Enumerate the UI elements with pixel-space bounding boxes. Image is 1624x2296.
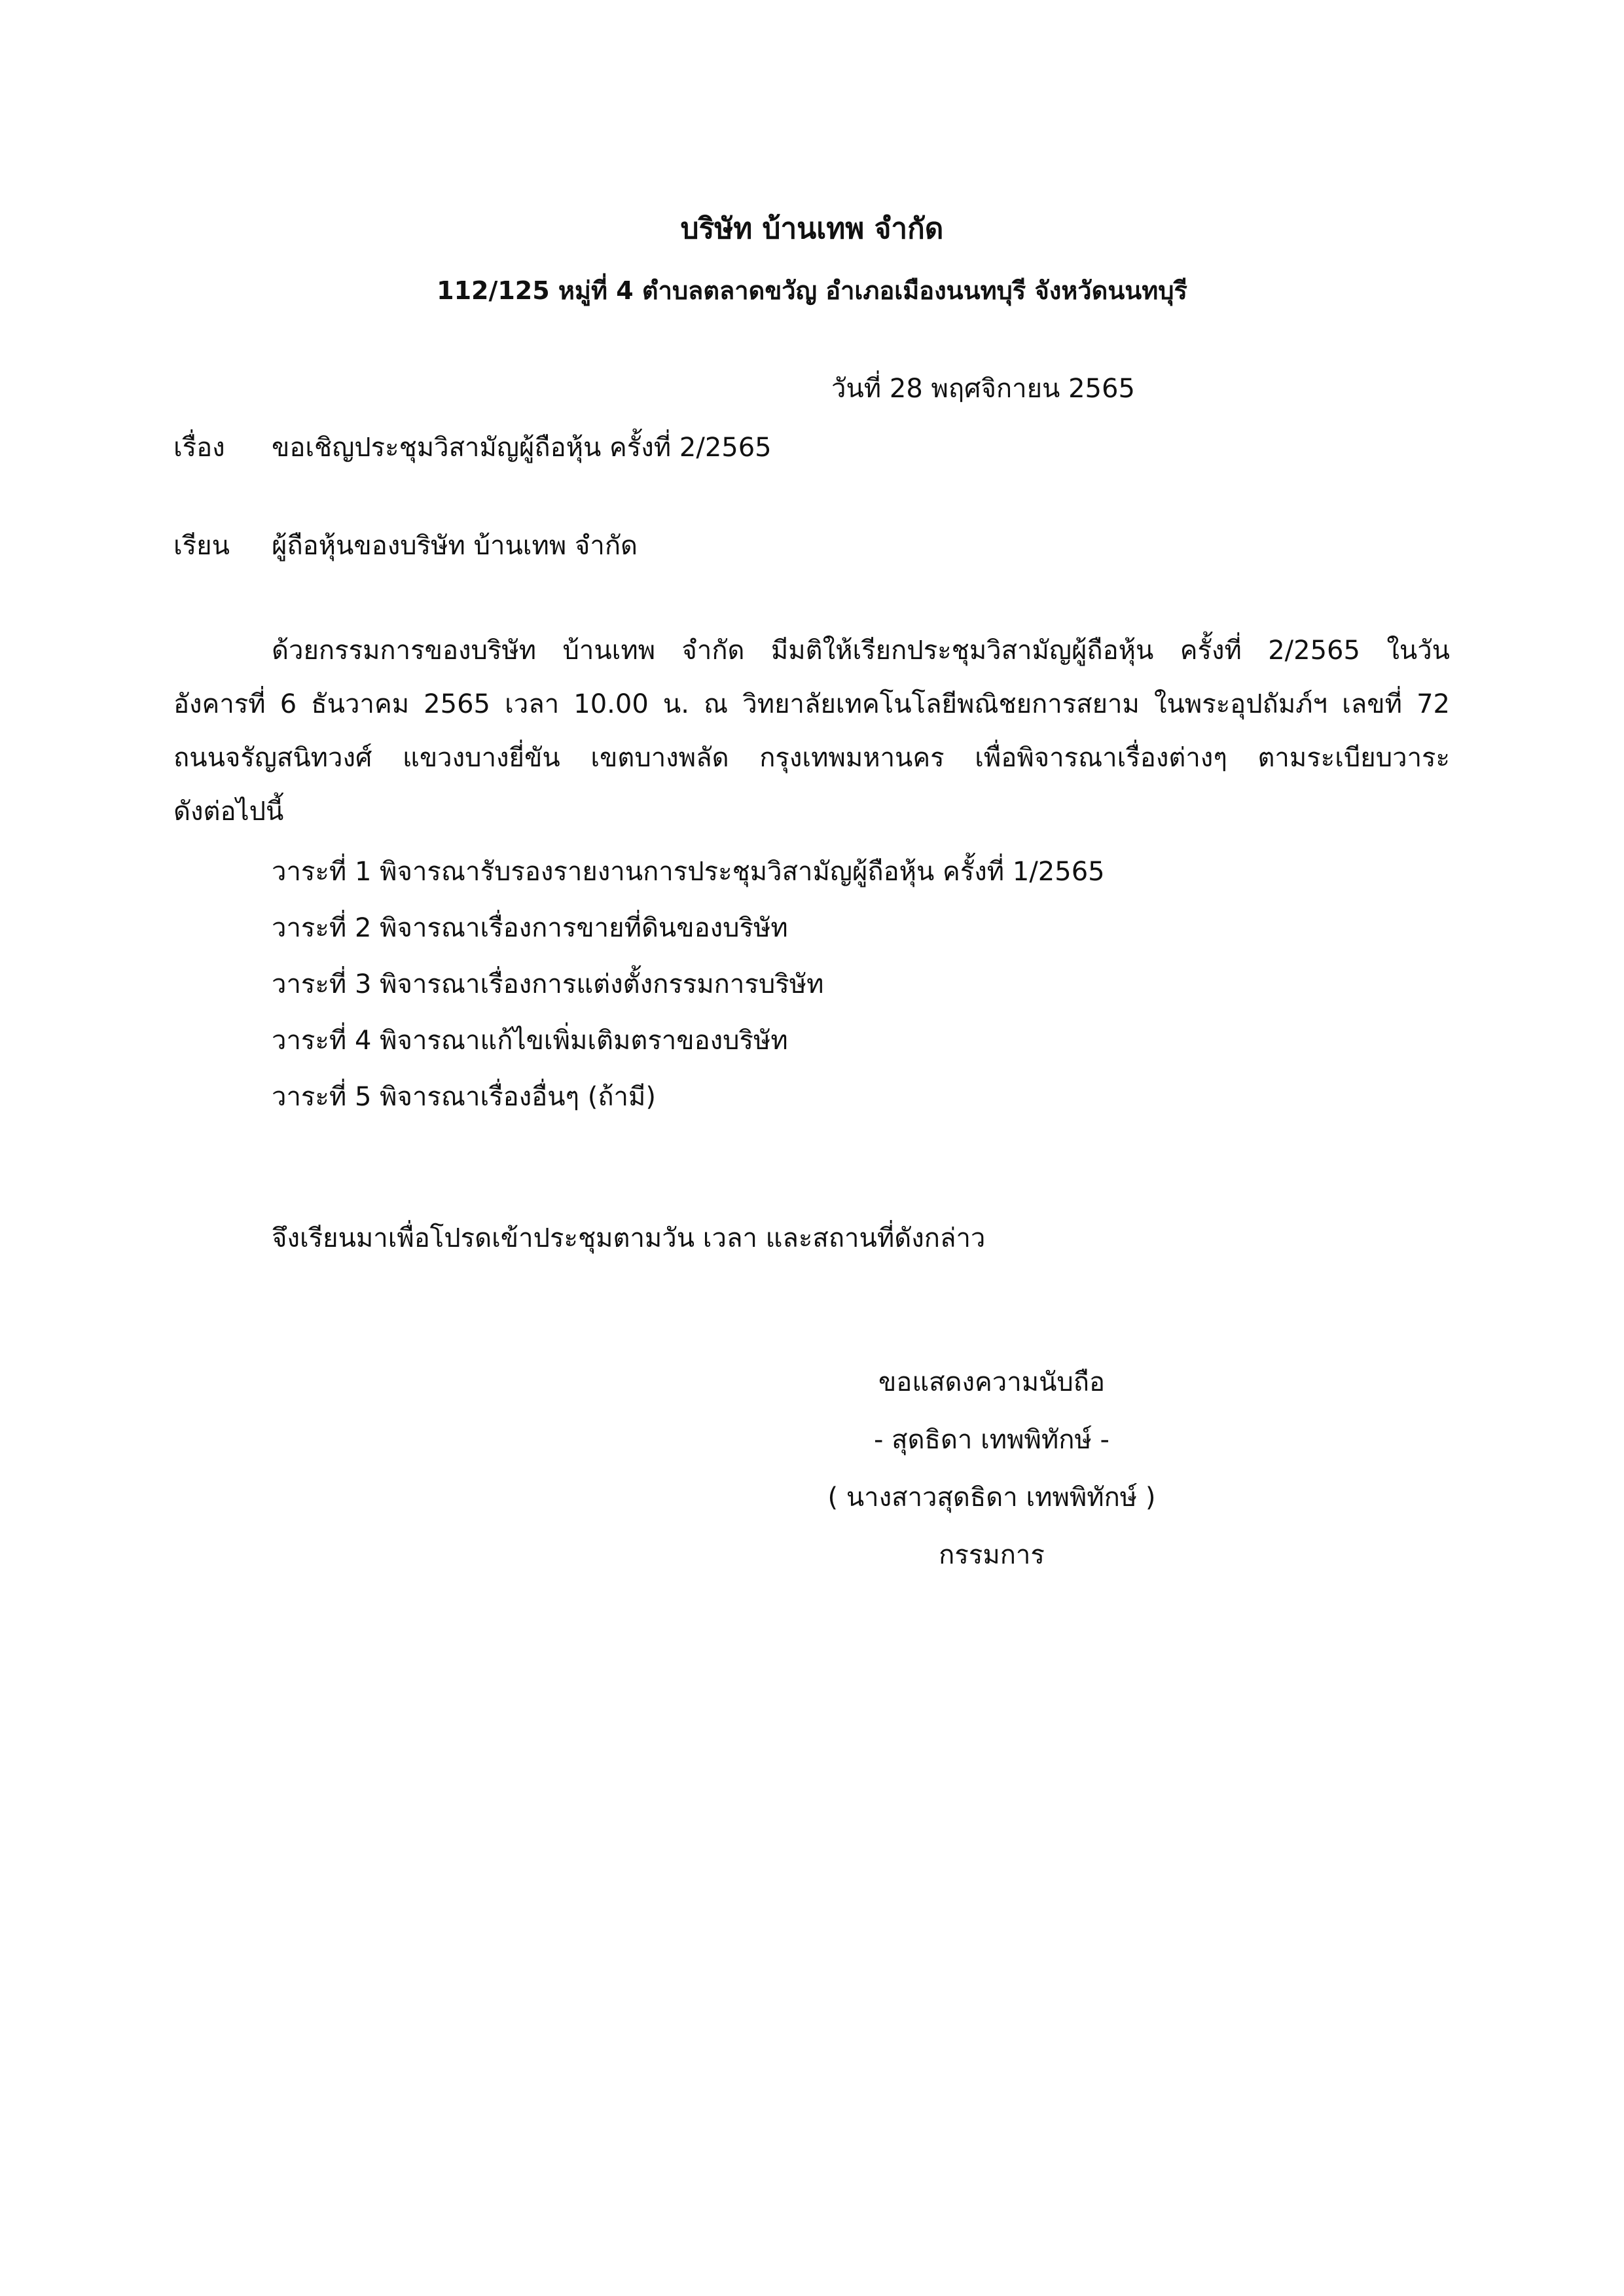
body-line-3: ถนนจรัญสนิทวงศ์ แขวงบางยี่ขัน เขตบางพลัด กรุงเทพมหานคร เพื่อพิจารณาเรื่องต่างๆ ตามระเบียบวาระ	[173, 743, 1450, 773]
agenda-item-1: วาระที่ 1 พิจารณารับรองรายงานการประชุมวิสามัญผู้ถือหุ้น ครั้งที่ 1/2565	[272, 857, 1105, 887]
recipient-label: เรียน	[173, 531, 230, 561]
recipient-text: ผู้ถือหุ้นของบริษัท บ้านเทพ จำกัด	[272, 531, 638, 561]
body-line-1: ด้วยกรรมการของบริษัท บ้านเทพ จำกัด มีมติให้เรียกประชุมวิสามัญผู้ถือหุ้น ครั้งที่ 2/2565 ในวัน	[272, 636, 1450, 666]
letter-date: วันที่ 28 พฤศจิกายน 2565	[831, 374, 1135, 404]
signature-regards: ขอแสดงความนับถือ	[878, 1367, 1106, 1397]
signature-position: กรรมการ	[939, 1540, 1045, 1570]
body-line-2: อังคารที่ 6 ธันวาคม 2565 เวลา 10.00 น. ณ วิทยาลัยเทคโนโลยีพณิชยการสยาม ในพระอุปถัมภ์ฯ เลขที่ 72	[173, 689, 1450, 719]
signature-full-name: ( นางสาวสุดธิดา เทพพิทักษ์ )	[827, 1482, 1156, 1513]
company-address: 112/125 หมู่ที่ 4 ตำบลตลาดขวัญ อำเภอเมืองนนทบุรี จังหวัดนนทบุรี	[437, 276, 1187, 305]
closing-text: จึงเรียนมาเพื่อโปรดเข้าประชุมตามวัน เวลา และสถานที่ดังกล่าว	[272, 1223, 986, 1253]
body-line-4: ดังต่อไปนี้	[173, 797, 284, 827]
agenda-item-5: วาระที่ 5 พิจารณาเรื่องอื่นๆ (ถ้ามี)	[272, 1082, 656, 1112]
agenda-item-3: วาระที่ 3 พิจารณาเรื่องการแต่งตั้งกรรมการบริษัท	[272, 969, 824, 999]
agenda-item-4: วาระที่ 4 พิจารณาแก้ไขเพิ่มเติมตราของบริษัท	[272, 1026, 788, 1056]
subject-label: เรื่อง	[173, 433, 225, 463]
company-name: บริษัท บ้านเทพ จำกัด	[680, 212, 944, 245]
subject-text: ขอเชิญประชุมวิสามัญผู้ถือหุ้น ครั้งที่ 2/2565	[272, 433, 772, 463]
signature-signed-name: - สุดธิดา เทพพิทักษ์ -	[874, 1425, 1110, 1455]
agenda-item-2: วาระที่ 2 พิจารณาเรื่องการขายที่ดินของบริษัท	[272, 913, 788, 943]
